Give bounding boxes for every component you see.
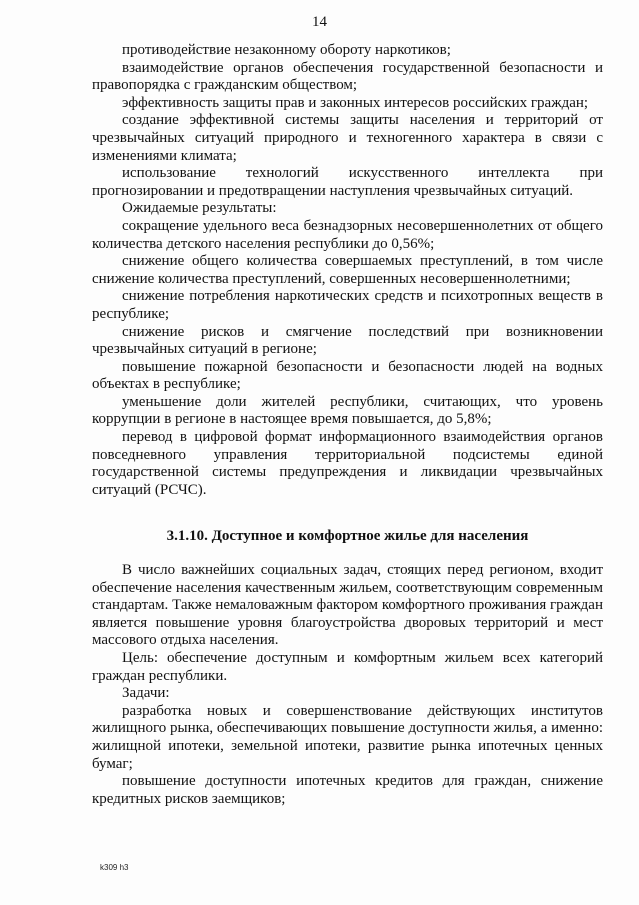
paragraph: сокращение удельного веса безнадзорных несовершеннолетних от общего количества детского населения республики до 0,56%; [92, 217, 603, 252]
paragraph: эффективность защиты прав и законных интересов российских граждан; [122, 94, 589, 111]
paragraph: снижение рисков и смягчение последствий при возникновении чрезвычайных ситуаций в регионе; [92, 323, 603, 358]
page-number: 14 [312, 14, 327, 30]
paragraph: снижение общего количества совершаемых преступлений, в том числе снижение количества преступлений, совершенных несовершеннолетними; [92, 253, 603, 287]
paragraph: использование технологий искусственного интеллекта при прогнозировании и предотвращении наступления чрезвычайных ситуаций. [92, 165, 603, 199]
section-text-block [92, 562, 603, 808]
paragraph: Ожидаемые результаты: [122, 200, 277, 217]
paragraph: противодействие незаконному обороту наркотиков; [122, 42, 451, 58]
paragraph: В число важнейших социальных задач, стоящих перед регионом, входит обеспечение населения качественным жильем, соответствующим современным стандартам. Также немаловажным фактором комфортного проживания граждан является повышение уровня благоустройства дворовых территорий и мест массового отдыха населения. [92, 562, 603, 649]
top-text-block [92, 42, 603, 499]
paragraph: перевод в цифровой формат информационного взаимодействия органов повседневного управления территориальной подсистемы единой государственной системы предупреждения и ликвидации чрезвычайных ситуаций (РСЧС). [92, 429, 603, 498]
paragraph: повышение доступности ипотечных кредитов для граждан, снижение кредитных рисков заемщиков; [92, 773, 603, 807]
paragraph: создание эффективной системы защиты населения и территорий от чрезвычайных ситуаций природного и техногенного характера в связи с изменениями климата; [92, 112, 603, 164]
paragraph: Цель: обеспечение доступным и комфортным жильем всех категорий граждан республики. [92, 649, 603, 684]
footer-code: k309 h3 [100, 863, 129, 872]
paragraph: Задачи: [122, 685, 170, 702]
section-heading: 3.1.10. Доступное и комфортное жилье для населения [166, 528, 529, 544]
paragraph: уменьшение доли жителей республики, считающих, что уровень коррупции в регионе в настоящее время повышается, до 5,8%; [92, 393, 603, 428]
paragraph: повышение пожарной безопасности и безопасности людей на водных объектах в республике; [92, 358, 603, 393]
paragraph: взаимодействие органов обеспечения государственной безопасности и правопорядка с гражданским обществом; [92, 59, 603, 94]
paragraph: разработка новых и совершенствование действующих институтов жилищного рынка, обеспечивающих повышение доступности жилья, а именно: жилищной ипотеки, земельной ипотеки, развитие рынка ипотечных ценных бумаг; [92, 702, 603, 772]
paragraph: снижение потребления наркотических средств и психотропных веществ в республике; [92, 288, 603, 322]
